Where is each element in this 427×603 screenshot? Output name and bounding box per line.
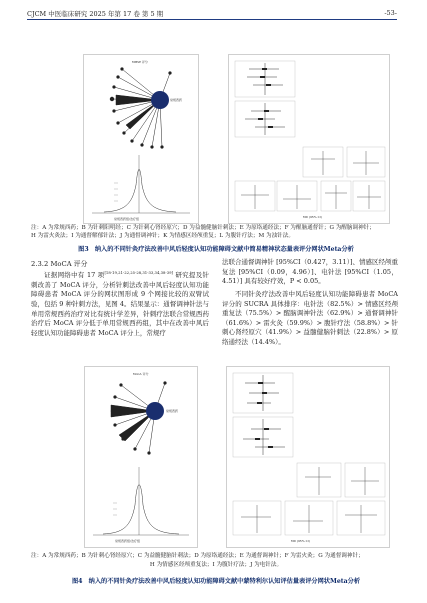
figure4-center-node-label: 常规西药	[166, 409, 179, 413]
figure4-network-graph	[85, 367, 197, 547]
figure4-forest-grid	[227, 367, 389, 547]
left-column-paragraph	[31, 268, 209, 338]
left-para-rest: 研究提及针刺改善了 MoCA 评分，分析针刺法改善中风后轻度认知功能障碍患者 MoCA 评分的网状图形成 9 个网接比较的双臂试验，包括 9 种针刺方法，见图 4。结果显示：通督调神针法与单用常规西药治疗对比有统计学差异，针刺疗法联合常规西药治疗后 MoCA 评分低于单用常规西药组，其中在改善中风后轻度认知功能障碍患者 MoCA 评分上，常规疗	[31, 271, 209, 337]
figure4-forest-panel	[226, 366, 390, 548]
figure3-note-line2: H 为雷火灸法；I 为通督解郁针法；J 为通督调神针；K 为情感区经颅重复；L 为腹针疗法；M 为浊针法。	[31, 233, 294, 239]
section-heading: 2.3.2 MoCA 评分	[31, 260, 88, 268]
figure4-network-panel	[84, 366, 198, 548]
left-para-start: 证据网络中有 17 项	[44, 271, 105, 280]
figure4-note-line1: 注：A 为常规西药；B 为针刺心肾经原穴；C 为益髓健脑针刺法；D 为原络通经法；E 为通督调神针；F 为雷火灸；G 为通督调神针；	[31, 553, 364, 559]
page-number: -53-	[384, 9, 397, 17]
figure4-forest-footer: MD (95% CI)	[291, 539, 310, 543]
figure3-network-title: MMSE 评分	[132, 60, 148, 64]
figure4-curve-xlabel: 常规西药组/治疗组	[115, 539, 141, 543]
header-rule	[27, 19, 397, 20]
figure3-note-line1: 注：A 为常规西药；B 为针刺阳明经；C 为针刺心肾经原穴；D 为益髓健脑针刺法；E 为原络通经法；F 为醒脑通督针；G 为醒脑调神针；	[31, 225, 375, 231]
figure4-caption: 图4 纳入的不同针灸疗法改善中风后轻度认知功能障碍文献中蒙特利尔认知评估量表评分网状Meta分析	[71, 578, 361, 585]
figure3-network-panel	[83, 54, 199, 224]
figure3-center-node-label: 常规西药	[170, 98, 183, 102]
citation-refs: [18-19,21-22,25-28,31-33,34,38-39]	[104, 270, 174, 275]
figure3-forest-panel	[228, 54, 390, 224]
figure3-network-graph	[84, 55, 198, 223]
figure3-caption: 图3 纳入的不同针灸疗法改善中风后轻度认知功能障碍文献中简易精神状态量表评分网状Meta分析	[78, 246, 354, 253]
journal-header: CJCM 中医临床研究 2025 年第 17 卷 第 5 期	[27, 10, 164, 18]
figure3-forest-grid	[229, 55, 389, 223]
right-column-paragraph1: 法联合通督调神针 [95%CI（0.427，3.11）]、情感区经颅重复法 [95%CI（0.09，4.96）]、电针法 [95%CI（1.05，4.51）] 具有较好疗效，P < 0.05。	[222, 258, 398, 286]
right-column-paragraph2: 不同针灸疗法改善中风后轻度认知功能障碍患者 MoCA 评分的 SUCRA 具体排序：电针法（82.5%）> 情感区经颅重复法（75.5%）> 醒脑调神针法（62.9%）> 通督调神针（61.6%）> 雷火灸（59.9%）> 腹针疗法（58.8%）> 针刺心肾经原穴（41.9%）> 益髓健脑针刺法（22.8%）> 原络通经法（14.4%）。	[222, 290, 398, 346]
figure4-network-title: MoCA 评分	[133, 372, 149, 376]
figure3-curve-xlabel: 常规西药组/治疗组	[114, 217, 140, 221]
figure4-note-line2: H 为情感区经颅重复法；I 为腹针疗法；J 为电针法。	[149, 562, 283, 568]
figure3-forest-footer: MD (95% CI)	[303, 215, 322, 219]
